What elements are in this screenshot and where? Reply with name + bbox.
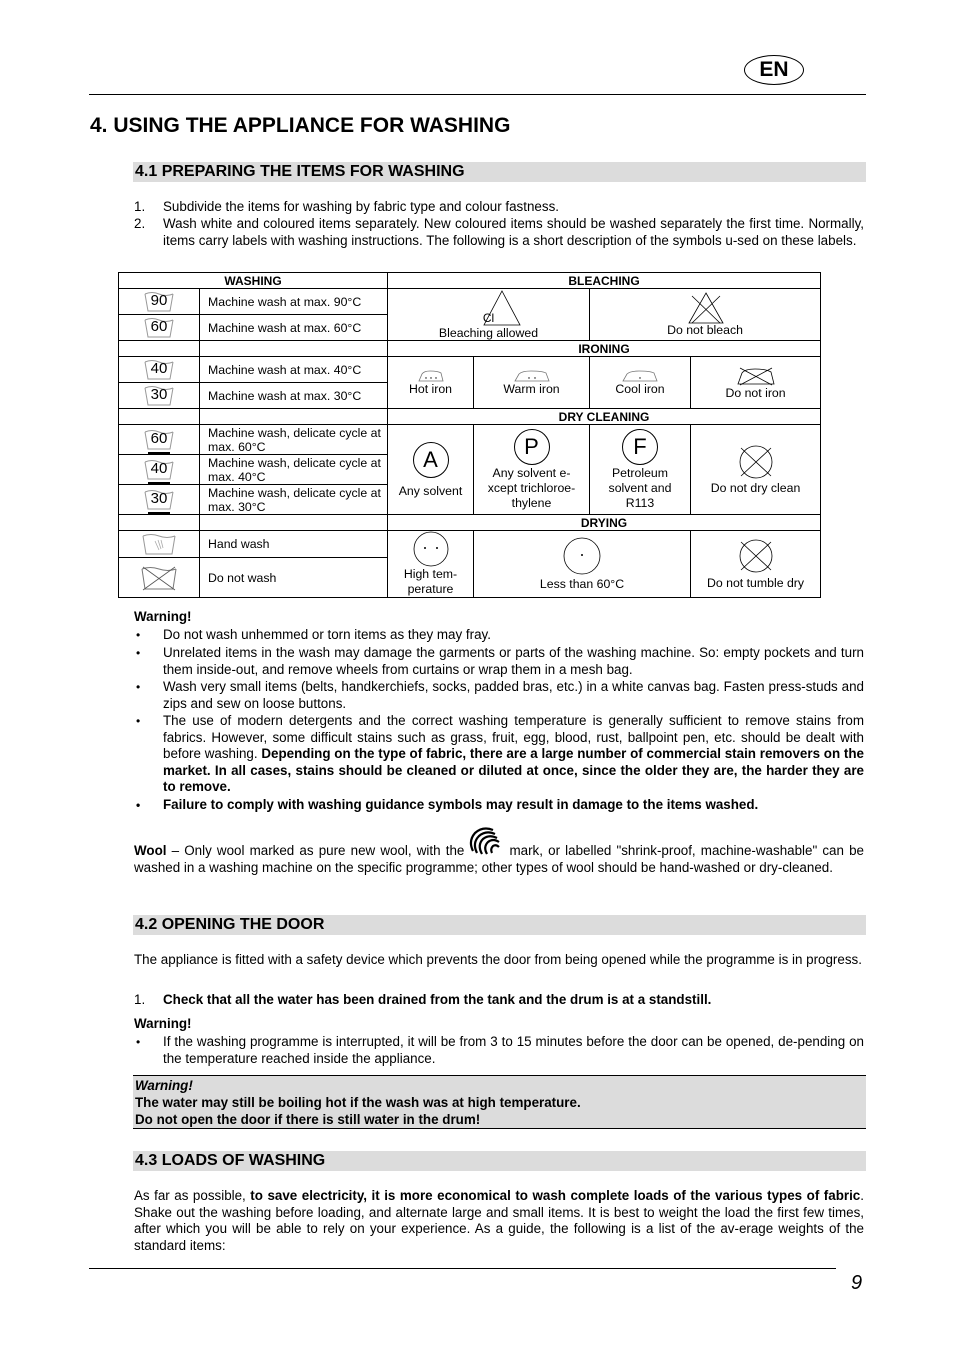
do-not-wash-symbol <box>119 558 200 598</box>
loads-paragraph: As far as possible, to save electricity, it is more economical to wash complete loads of the various types of fabric. Shake out the washing before loading, and alternate large and small items. It is best to weight the load the first few times, after which you will be able to rely on your experience. As a guide, the following is a list of the av-erage weights of the standard items: <box>134 1188 864 1253</box>
bleaching-allowed-cell <box>388 289 590 341</box>
crossed-washtub-icon <box>141 565 177 591</box>
circle-two-dots-icon <box>413 531 449 567</box>
crossed-triangle-icon <box>688 292 724 324</box>
do-not-iron-cell: Do not iron <box>691 357 821 409</box>
wool-paragraph: Wool – Only wool marked as pure new wool, with the mark, or labelled "shrink-proof, machine-washable" can be washed in a washing machine on the specific programme; other types of wool should be hand-washed or dry-cleaned. <box>134 843 864 876</box>
cool-iron-cell: Cool iron <box>590 357 691 409</box>
language-badge: EN <box>744 55 804 85</box>
wash-label: Machine wash, delicate cycle at max. 40°C <box>200 455 388 485</box>
bullet-dot: • <box>136 798 141 812</box>
hand-wash-icon <box>142 532 176 556</box>
ironing-header: IRONING <box>388 341 821 357</box>
wash-symbol-60: 60 <box>119 315 200 341</box>
section-4-2-heading: 4.2 OPENING THE DOOR <box>133 915 866 935</box>
wash-label: Hand wash <box>200 531 388 558</box>
wash-delicate-symbol-40: 40 <box>119 455 200 485</box>
circle-f-icon: F <box>622 429 658 465</box>
wash-label: Machine wash at max. 90°C <box>200 289 388 315</box>
bleach-label: Bleaching allowed <box>438 325 539 340</box>
list-number: 2. <box>134 216 146 231</box>
warning-heading: Warning! <box>134 1016 192 1031</box>
section-4-1-heading: 4.1 PREPARING THE ITEMS FOR WASHING <box>133 162 866 182</box>
crossed-iron-icon <box>736 366 776 386</box>
bullet-dot: • <box>136 1035 141 1049</box>
wash-delicate-symbol-30: 30 <box>119 485 200 515</box>
bleach-symbol-text: Cl <box>482 310 495 325</box>
dry-cleaning-header: DRY CLEANING <box>388 409 821 425</box>
petroleum-solvent-cell: F Petroleum solvent and R113 <box>590 425 691 515</box>
woolmark-icon <box>464 845 504 855</box>
list-item: Subdivide the items for washing by fabric type and colour fastness. <box>163 199 559 214</box>
warning-bullet: Unrelated items in the wash may damage the garments or parts of the washing machine. So: empty pockets and turn them inside-out, and remove wheels from curtains or wrap them in a mesh bag. <box>163 645 864 677</box>
iron-one-dot-icon <box>622 370 658 382</box>
door-intro-paragraph: The appliance is fitted with a safety device which prevents the door from being opened while the programme is in progress. <box>134 952 862 967</box>
hot-water-warning-box <box>133 1075 866 1129</box>
any-solvent-cell: A Any solvent <box>388 425 474 515</box>
bullet-dot: • <box>136 646 141 660</box>
hot-iron-cell: Hot iron <box>388 357 474 409</box>
warning-box-line: Do not open the door if there is still water in the drum! <box>135 1112 481 1127</box>
do-not-tumble-dry-cell: Do not tumble dry <box>691 531 821 598</box>
warning-bullet: Failure to comply with washing guidance symbols may result in damage to the items washed. <box>163 797 759 812</box>
wash-symbol-30: 30 <box>119 383 200 409</box>
warning-box-line: The water may still be boiling hot if the wash was at high temperature. <box>135 1095 581 1110</box>
washing-header: WASHING <box>119 273 388 289</box>
footer-rule <box>89 1268 836 1269</box>
circle-a-icon: A <box>413 442 449 478</box>
wash-label: Machine wash, delicate cycle at max. 60°C <box>200 425 388 455</box>
bullet-dot: • <box>136 628 141 642</box>
wash-label: Machine wash at max. 60°C <box>200 315 388 341</box>
list-number: 1. <box>134 992 146 1007</box>
warm-iron-cell: Warm iron <box>474 357 590 409</box>
care-symbols-table <box>118 272 821 598</box>
page-number: 9 <box>851 1272 863 1294</box>
wash-label: Do not wash <box>200 558 388 598</box>
warning-bullet: Do not wash unhemmed or torn items as they may fray. <box>163 627 491 642</box>
section-4-3-heading: 4.3 LOADS OF WASHING <box>133 1151 866 1171</box>
hand-wash-symbol <box>119 531 200 558</box>
circle-one-dot-icon <box>563 537 601 575</box>
crossed-circle-icon <box>738 539 774 573</box>
iron-two-dots-icon <box>514 370 550 382</box>
wash-symbol-90: 90 <box>119 289 200 315</box>
warning-bullet: Wash very small items (belts, handkerchiefs, socks, padded bras, etc.) in a white canvas bag. Fasten press-studs and zips and sew on loose buttons. <box>163 679 864 711</box>
crossed-circle-icon <box>738 445 774 479</box>
circle-p-icon: P <box>514 429 550 465</box>
door-step: Check that all the water has been drained from the tank and the drum is at a standstill. <box>163 992 712 1007</box>
wash-delicate-symbol-60: 60 <box>119 425 200 455</box>
bleach-label: Do not bleach <box>667 322 743 337</box>
wash-symbol-40: 40 <box>119 357 200 383</box>
wash-label: Machine wash, delicate cycle at max. 30°C <box>200 485 388 515</box>
wash-label: Machine wash at max. 40°C <box>200 357 388 383</box>
bullet-dot: • <box>136 714 141 728</box>
high-temperature-drying-cell: High tem-perature <box>388 531 474 598</box>
iron-three-dots-icon <box>418 370 444 382</box>
warning-box-title: Warning! <box>135 1078 193 1093</box>
warning-heading: Warning! <box>134 609 192 624</box>
list-item: Wash white and coloured items separately. New coloured items should be washed separately the first time. Normally, items carry labels with washing instructions. The following is a short description of the symbols u-sed on these labels. <box>163 216 864 248</box>
warning-bullet: If the washing programme is interrupted, it will be from 3 to 15 minutes before the door can be opened, de-pending on the temperature reached inside the appliance. <box>163 1034 864 1066</box>
drying-header: DRYING <box>388 515 821 531</box>
bullet-dot: • <box>136 680 141 694</box>
do-not-dry-clean-cell: Do not dry clean <box>691 425 821 515</box>
wash-label: Machine wash at max. 30°C <box>200 383 388 409</box>
do-not-bleach-cell <box>590 289 821 341</box>
any-solvent-except-cell: P Any solvent e-xcept trichloroe-thylene <box>474 425 590 515</box>
page-title: 4. USING THE APPLIANCE FOR WASHING <box>90 114 511 137</box>
list-number: 1. <box>134 199 146 214</box>
bleaching-header: BLEACHING <box>388 273 821 289</box>
low-temperature-drying-cell: Less than 60°C <box>474 531 691 598</box>
header-rule <box>89 94 866 95</box>
warning-bullet: The use of modern detergents and the correct washing temperature is generally sufficient to remove stains from fabrics. However, some difficult stains such as grass, fruit, egg, blood, rust, ballpoint pen, etc. should be dealt with before washing. Depending on the type of fabric, there are a large number of commercial stain removers on the market. In all cases, stains should be cleaned or diluted at once, since the older they are, the harder they are to remove. <box>163 713 864 794</box>
